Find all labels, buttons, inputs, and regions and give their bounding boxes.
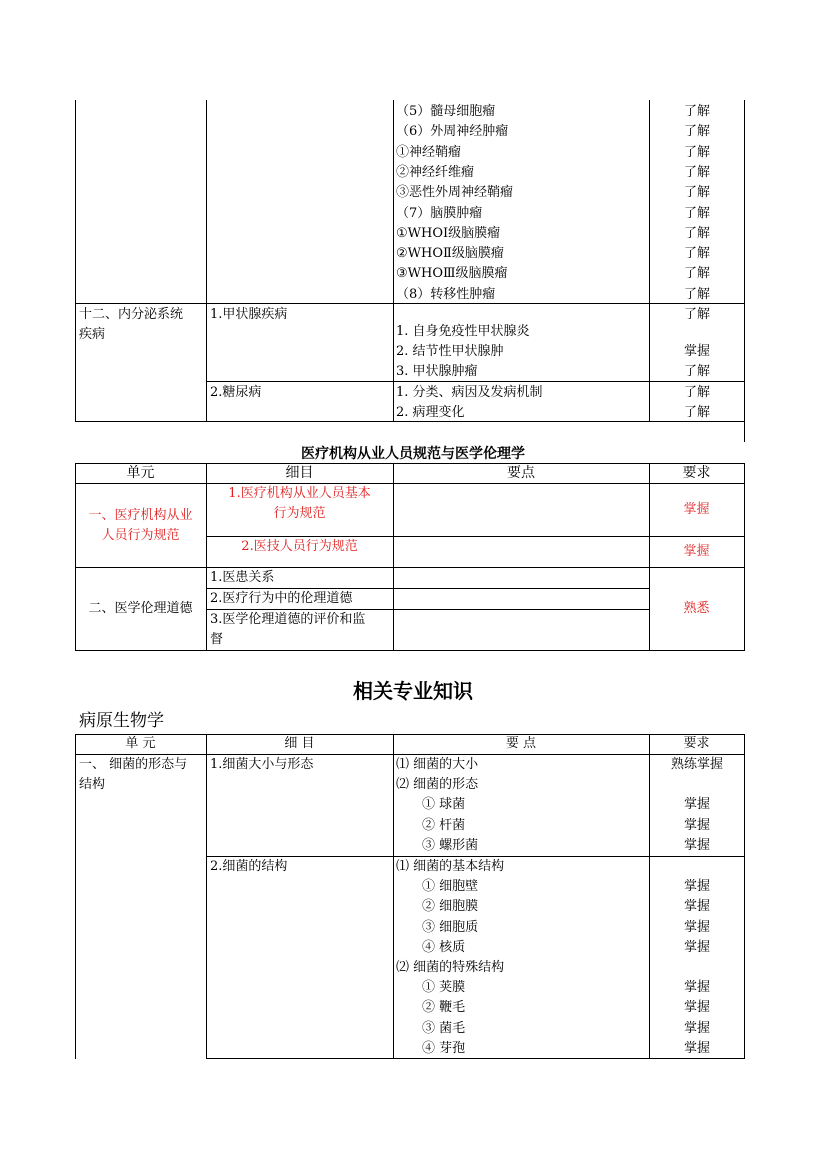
point-requirement: 掌握 bbox=[683, 797, 710, 813]
point-requirement: 了解 bbox=[683, 405, 710, 420]
unit-bacteria-morphology: 一、 细菌的形态与 结构 bbox=[79, 757, 188, 792]
point-text: ① 细胞壁 bbox=[422, 879, 479, 895]
point-text: ①神经鞘瘤 bbox=[396, 144, 462, 160]
req-medical-ethics: 熟悉 bbox=[683, 601, 710, 616]
point-text: ① 球菌 bbox=[422, 797, 466, 813]
item-bacteria-structure: 2.细菌的结构 bbox=[210, 859, 288, 874]
point-requirement: 了解 bbox=[683, 364, 710, 379]
point-text: ② 细胞膜 bbox=[422, 899, 479, 915]
point-text: ③ 细胞质 bbox=[422, 919, 479, 935]
header-point: 要点 bbox=[507, 465, 535, 481]
point-requirement: 掌握 bbox=[683, 837, 710, 853]
item-ethics-in-practice: 2.医疗行为中的伦理道德 bbox=[210, 591, 353, 606]
point-text: ⑴ 细菌的基本结构 bbox=[396, 859, 505, 874]
point-text: 3. 甲状腺肿瘤 bbox=[396, 364, 478, 379]
point-requirement: 了解 bbox=[683, 144, 710, 160]
point-text: 2. 病理变化 bbox=[396, 405, 465, 420]
point-requirement: 了解 bbox=[683, 266, 710, 282]
header-point: 要 点 bbox=[505, 736, 537, 751]
point-text: （5）髓母细胞瘤 bbox=[396, 104, 496, 119]
point-requirement: 了解 bbox=[683, 124, 710, 140]
point-requirement: 掌握 bbox=[683, 344, 710, 359]
point-text: ① 荚膜 bbox=[422, 980, 466, 996]
point-requirement: 了解 bbox=[683, 246, 710, 262]
point-requirement: 掌握 bbox=[683, 1040, 710, 1056]
point-requirement: 了解 bbox=[683, 205, 710, 221]
point-text: ⑵ 细菌的特殊结构 bbox=[396, 960, 505, 975]
point-text: ③ 菌毛 bbox=[422, 1020, 466, 1036]
point-requirement: 掌握 bbox=[683, 980, 710, 996]
item-thyroid: 1.甲状腺疾病 bbox=[210, 307, 288, 322]
related-title: 相关专业知识 bbox=[353, 679, 473, 703]
point-requirement: 掌握 bbox=[683, 919, 710, 935]
point-requirement: 掌握 bbox=[683, 879, 710, 895]
point-requirement: 熟练掌握 bbox=[670, 757, 723, 772]
point-text: ② 杆菌 bbox=[422, 817, 466, 833]
header-req: 要求 bbox=[683, 736, 710, 751]
point-requirement: 了解 bbox=[683, 225, 710, 241]
point-requirement: 了解 bbox=[683, 185, 710, 201]
point-requirement: 掌握 bbox=[683, 1000, 710, 1016]
point-requirement: 掌握 bbox=[683, 899, 710, 915]
item-doctor-patient: 1.医患关系 bbox=[210, 570, 275, 585]
point-text: ⑴ 细菌的大小 bbox=[396, 757, 479, 772]
point-text: ②神经纤维瘤 bbox=[396, 164, 475, 180]
item-technician-conduct: 2.医技人员行为规范 bbox=[241, 539, 358, 554]
point-text: ②WHOⅡ级脑膜瘤 bbox=[396, 246, 504, 262]
item-diabetes: 2.糖尿病 bbox=[210, 385, 262, 400]
item-basic-conduct: 1.医疗机构从业人员基本 行为规范 bbox=[228, 486, 371, 521]
point-text: （8）转移性肿瘤 bbox=[396, 286, 496, 302]
point-text: ④ 核质 bbox=[422, 939, 466, 955]
header-unit: 单 元 bbox=[125, 736, 156, 751]
point-requirement: 了解 bbox=[683, 286, 710, 302]
point-text: 1. 分类、病因及发病机制 bbox=[396, 385, 543, 400]
unit-conduct: 一、医疗机构从业 人员行为规范 bbox=[88, 508, 193, 543]
point-text: 2. 结节性甲状腺肿 bbox=[396, 344, 504, 359]
header-req: 要求 bbox=[682, 465, 711, 481]
item-ethics-evaluation: 3.医学伦理道德的评价和监 督 bbox=[210, 612, 366, 647]
point-requirement: 掌握 bbox=[683, 939, 710, 955]
item-bacteria-size-shape: 1.细菌大小与形态 bbox=[210, 757, 314, 772]
unit-endocrine: 十二、内分泌系统 疾病 bbox=[79, 307, 184, 342]
ethics-title: 医疗机构从业人员规范与医学伦理学 bbox=[301, 446, 525, 462]
point-text: ⑵ 细菌的形态 bbox=[396, 777, 479, 793]
subject-title: 病原生物学 bbox=[79, 711, 164, 731]
point-requirement: 掌握 bbox=[683, 1020, 710, 1036]
point-text: ④ 芽孢 bbox=[422, 1040, 466, 1056]
header-item: 细 目 bbox=[284, 736, 315, 751]
header-unit: 单元 bbox=[126, 465, 155, 481]
header-item: 细目 bbox=[285, 465, 314, 481]
point-text: （6）外周神经肿瘤 bbox=[396, 124, 509, 140]
point-text: ③WHOⅢ级脑膜瘤 bbox=[396, 266, 508, 282]
point-text: ③恶性外周神经鞘瘤 bbox=[396, 185, 514, 201]
point-requirement: 掌握 bbox=[683, 817, 710, 833]
point-requirement: 了解 bbox=[683, 104, 710, 119]
req-basic-conduct: 掌握 bbox=[683, 502, 710, 517]
point-requirement: 了解 bbox=[683, 385, 710, 400]
point-requirement: 了解 bbox=[683, 164, 710, 180]
point-text: ①WHOⅠ级脑膜瘤 bbox=[396, 225, 501, 241]
unit-medical-ethics: 二、医学伦理道德 bbox=[88, 601, 193, 616]
point-text: 1. 自身免疫性甲状腺炎 bbox=[396, 324, 530, 339]
req-thyroid: 了解 bbox=[683, 307, 710, 322]
req-technician-conduct: 掌握 bbox=[683, 544, 710, 559]
point-text: （7）脑膜肿瘤 bbox=[396, 205, 483, 221]
point-text: ② 鞭毛 bbox=[422, 1000, 466, 1016]
point-text: ③ 螺形菌 bbox=[422, 837, 479, 853]
